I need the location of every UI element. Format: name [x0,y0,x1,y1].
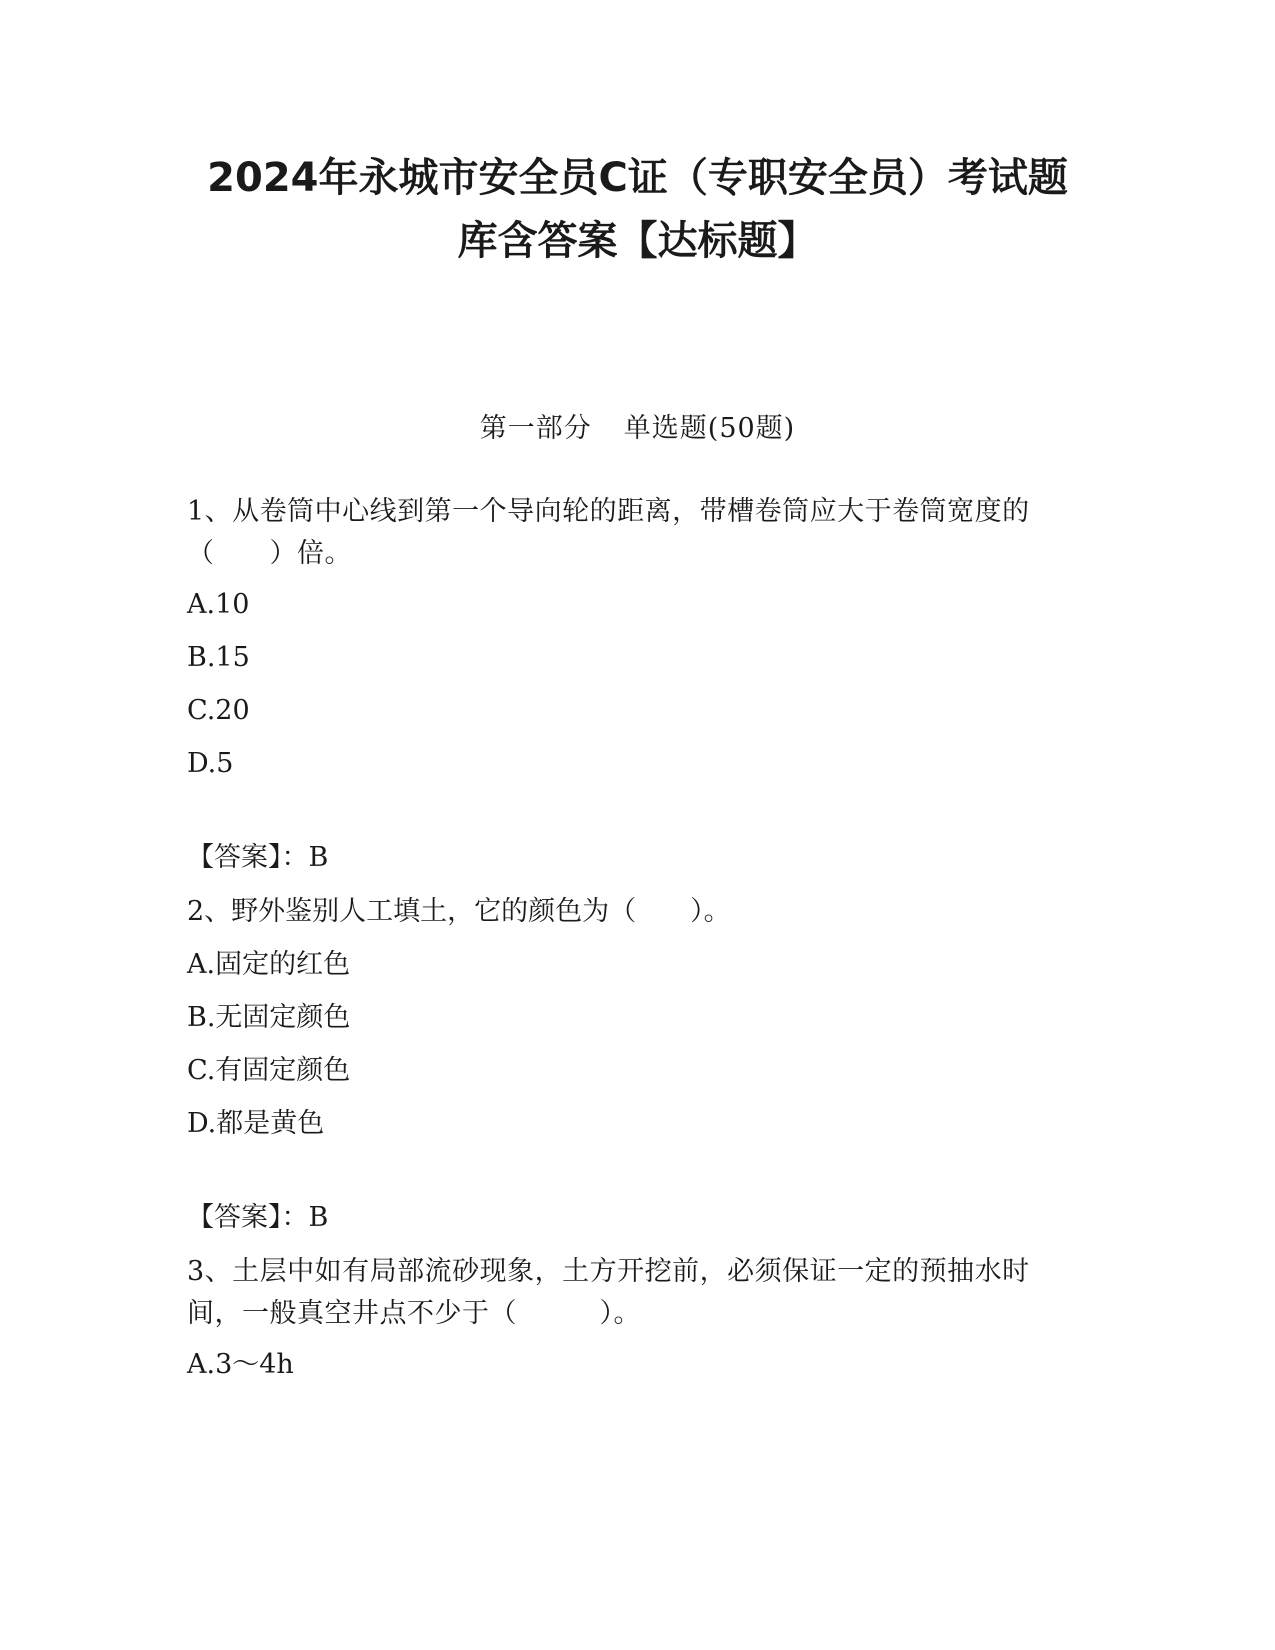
question-1-answer: 【答案】：B [187,842,329,873]
section-heading [0,412,1275,446]
question-1-option-a: A.10 [187,589,250,620]
question-2-answer: 【答案】：B [187,1202,329,1233]
question-1-option-d: D.5 [187,748,234,779]
question-3-line-2: 间，一般真空井点不少于（ ）。 [187,1298,641,1329]
document-title-line-2: 库含答案【达标题】 [457,218,818,264]
question-3-option-a: A.3～4h [187,1349,294,1380]
question-2-option-a: A.固定的红色 [187,949,351,980]
question-1-option-b: B.15 [187,642,250,673]
question-1-option-c: C.20 [187,695,250,726]
question-2-option-c: C.有固定颜色 [187,1055,351,1086]
document-title-line-1: 2024年永城市安全员C证（专职安全员）考试题 [207,155,1068,201]
question-1-line-1: 1、从卷筒中心线到第一个导向轮的距离，带槽卷筒应大于卷筒宽度的 [187,496,1030,527]
question-2-option-d: D.都是黄色 [187,1108,325,1139]
question-3-line-1: 3、土层中如有局部流砂现象，土方开挖前，必须保证一定的预抽水时 [187,1256,1030,1287]
question-2-text: 2、野外鉴别人工填土，它的颜色为（ ）。 [187,896,731,927]
question-3-text [187,1251,1087,1335]
question-1-text [187,491,1087,575]
section-part: 第一部分 [479,413,592,444]
question-2-option-b: B.无固定颜色 [187,1002,351,1033]
question-1-line-2: （ ）倍。 [187,538,352,569]
section-name: 单选题(50题) [623,413,796,444]
